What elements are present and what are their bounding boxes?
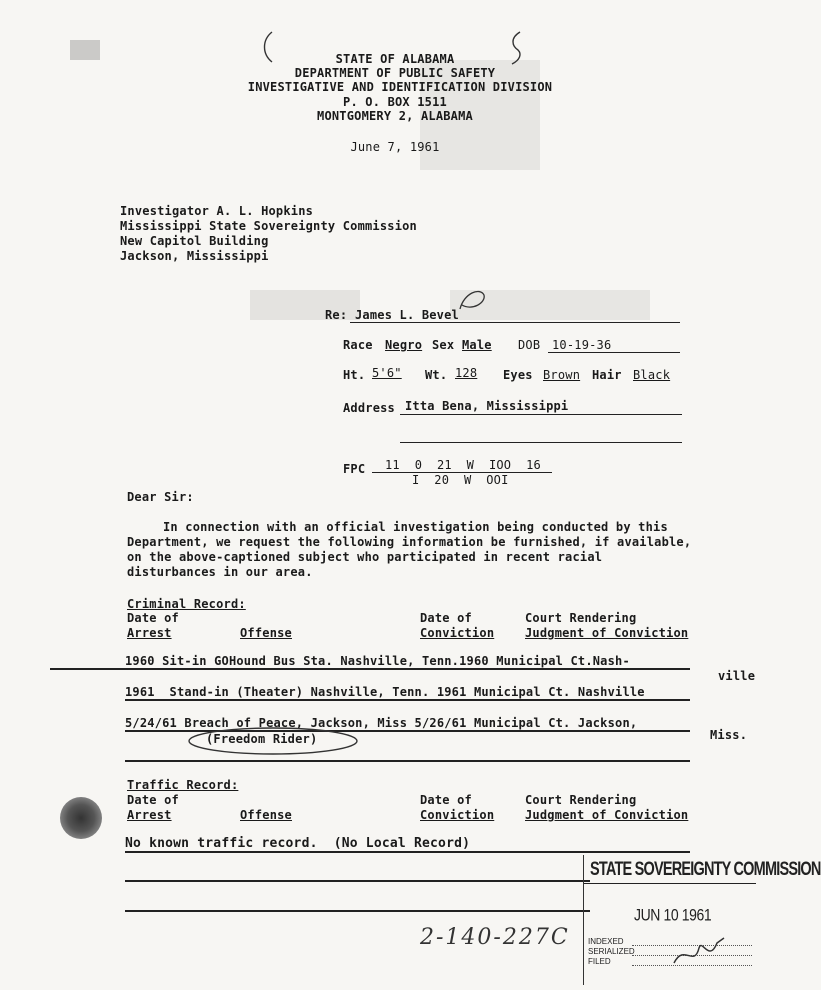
stamp-title: STATE SOVEREIGNTY COMMISSION — [590, 859, 821, 881]
margin-mark — [258, 28, 278, 68]
hair-value: Black — [633, 368, 671, 382]
traffic-blank-rule-1 — [125, 880, 590, 882]
traffic-col-court-1: Court Rendering — [525, 793, 637, 807]
freedom-rider-note: (Freedom Rider) — [206, 732, 318, 746]
letterhead-pobox: P. O. BOX 1511 — [343, 95, 447, 109]
traffic-heading: Traffic Record: — [127, 778, 239, 792]
sex-value: Male — [462, 338, 492, 352]
fpc-bottom: I 20 W OOI — [412, 473, 509, 487]
margin-mark — [506, 28, 526, 68]
traffic-col-offense: Offense — [240, 808, 292, 822]
stamp-filed: FILED — [588, 957, 611, 966]
body-line-2: Department, we request the following information be furnished, if available, — [127, 535, 692, 549]
dob-underline — [548, 352, 680, 353]
address-underline-2 — [400, 442, 682, 443]
body-line-3: on the above-captioned subject who participated in recent racial — [127, 550, 603, 564]
address-value: Itta Bena, Mississippi — [405, 399, 569, 413]
race-label: Race — [343, 338, 373, 352]
criminal-col-date-2: Arrest — [127, 626, 172, 640]
handwritten-file-number: 2-140-227C — [420, 925, 570, 950]
re-label: Re: — [325, 308, 348, 322]
criminal-col-offense: Offense — [240, 626, 292, 640]
criminal-row-1: 1960 Sit-in GOHound Bus Sta. Nashville, Tenn.1960 Municipal Ct.Nash- — [125, 654, 630, 668]
fpc-top: 11 0 21 W IOO 16 — [385, 458, 541, 472]
height-value: 5'6" — [372, 366, 402, 380]
salutation: Dear Sir: — [127, 490, 194, 504]
traffic-row-1: No known traffic record. (No Local Record) — [125, 836, 471, 851]
letter-date: June 7, 1961 — [350, 140, 440, 154]
address-underline — [400, 414, 682, 415]
weight-label: Wt. — [425, 368, 448, 382]
traffic-col-date-2: Arrest — [127, 808, 172, 822]
subject-name: James L. Bevel — [355, 308, 459, 322]
traffic-col-date-1: Date of — [127, 793, 179, 807]
criminal-col-court-1: Court Rendering — [525, 611, 637, 625]
scan-noise — [70, 40, 100, 60]
letterhead-state: STATE OF ALABAMA — [335, 52, 455, 66]
criminal-row-1-cont: ville — [718, 669, 756, 683]
stamp-serialized: SERIALIZED — [588, 947, 635, 956]
check-mark — [452, 285, 492, 315]
weight-value: 128 — [455, 366, 478, 380]
traffic-col-conv-2: Conviction — [420, 808, 495, 822]
sex-label: Sex — [432, 338, 455, 352]
criminal-row-3: 5/24/61 Breach of Peace, Jackson, Miss 5/26/61 Municipal Ct. Jackson, — [125, 716, 638, 730]
recipient-line-4: Jackson, Mississippi — [120, 249, 269, 263]
dob-label: DOB — [518, 338, 541, 352]
body-line-4: disturbances in our area. — [127, 565, 313, 579]
commission-stamp — [583, 855, 821, 985]
traffic-col-court-2: Judgment of Conviction — [525, 808, 689, 822]
body-line-1: In connection with an official investigation being conducted by this — [163, 520, 668, 534]
recipient-line-3: New Capitol Building — [120, 234, 269, 248]
letterhead-city: MONTGOMERY 2, ALABAMA — [317, 109, 473, 123]
criminal-col-conv-2: Conviction — [420, 626, 495, 640]
criminal-row-2: 1961 Stand-in (Theater) Nashville, Tenn. 1961 Municipal Ct. Nashville — [125, 685, 645, 699]
criminal-col-date-1: Date of — [127, 611, 179, 625]
race-value: Negro — [385, 338, 423, 352]
recipient-line-2: Mississippi State Sovereignty Commission — [120, 219, 417, 233]
eyes-value: Brown — [543, 368, 581, 382]
traffic-row-1-rule — [125, 851, 690, 853]
eyes-label: Eyes — [503, 368, 533, 382]
letterhead-department: DEPARTMENT OF PUBLIC SAFETY — [294, 66, 496, 80]
stamp-indexed: INDEXED — [588, 937, 624, 946]
address-label: Address — [343, 401, 395, 415]
punch-hole — [60, 797, 102, 839]
criminal-col-court-2: Judgment of Conviction — [525, 626, 689, 640]
name-underline — [350, 322, 680, 323]
dob-value: 10-19-36 — [552, 338, 612, 352]
stamp-initials-scribble — [669, 933, 729, 973]
criminal-blank-rule — [125, 760, 690, 762]
fpc-label: FPC — [343, 462, 366, 476]
freedom-rider-circle — [185, 724, 365, 764]
criminal-row-1-rule — [50, 668, 690, 670]
traffic-blank-rule-2 — [125, 910, 590, 912]
traffic-col-conv-1: Date of — [420, 793, 472, 807]
stamp-date: JUN 10 1961 — [634, 905, 712, 925]
stamp-rule — [584, 883, 756, 884]
recipient-line-1: Investigator A. L. Hopkins — [120, 204, 314, 218]
criminal-row-3-cont: Miss. — [710, 728, 748, 742]
criminal-col-conv-1: Date of — [420, 611, 472, 625]
criminal-row-2-rule — [125, 699, 690, 701]
hair-label: Hair — [592, 368, 622, 382]
letterhead-division: INVESTIGATIVE AND IDENTIFICATION DIVISION — [247, 80, 553, 94]
height-label: Ht. — [343, 368, 366, 382]
criminal-heading: Criminal Record: — [127, 597, 246, 611]
